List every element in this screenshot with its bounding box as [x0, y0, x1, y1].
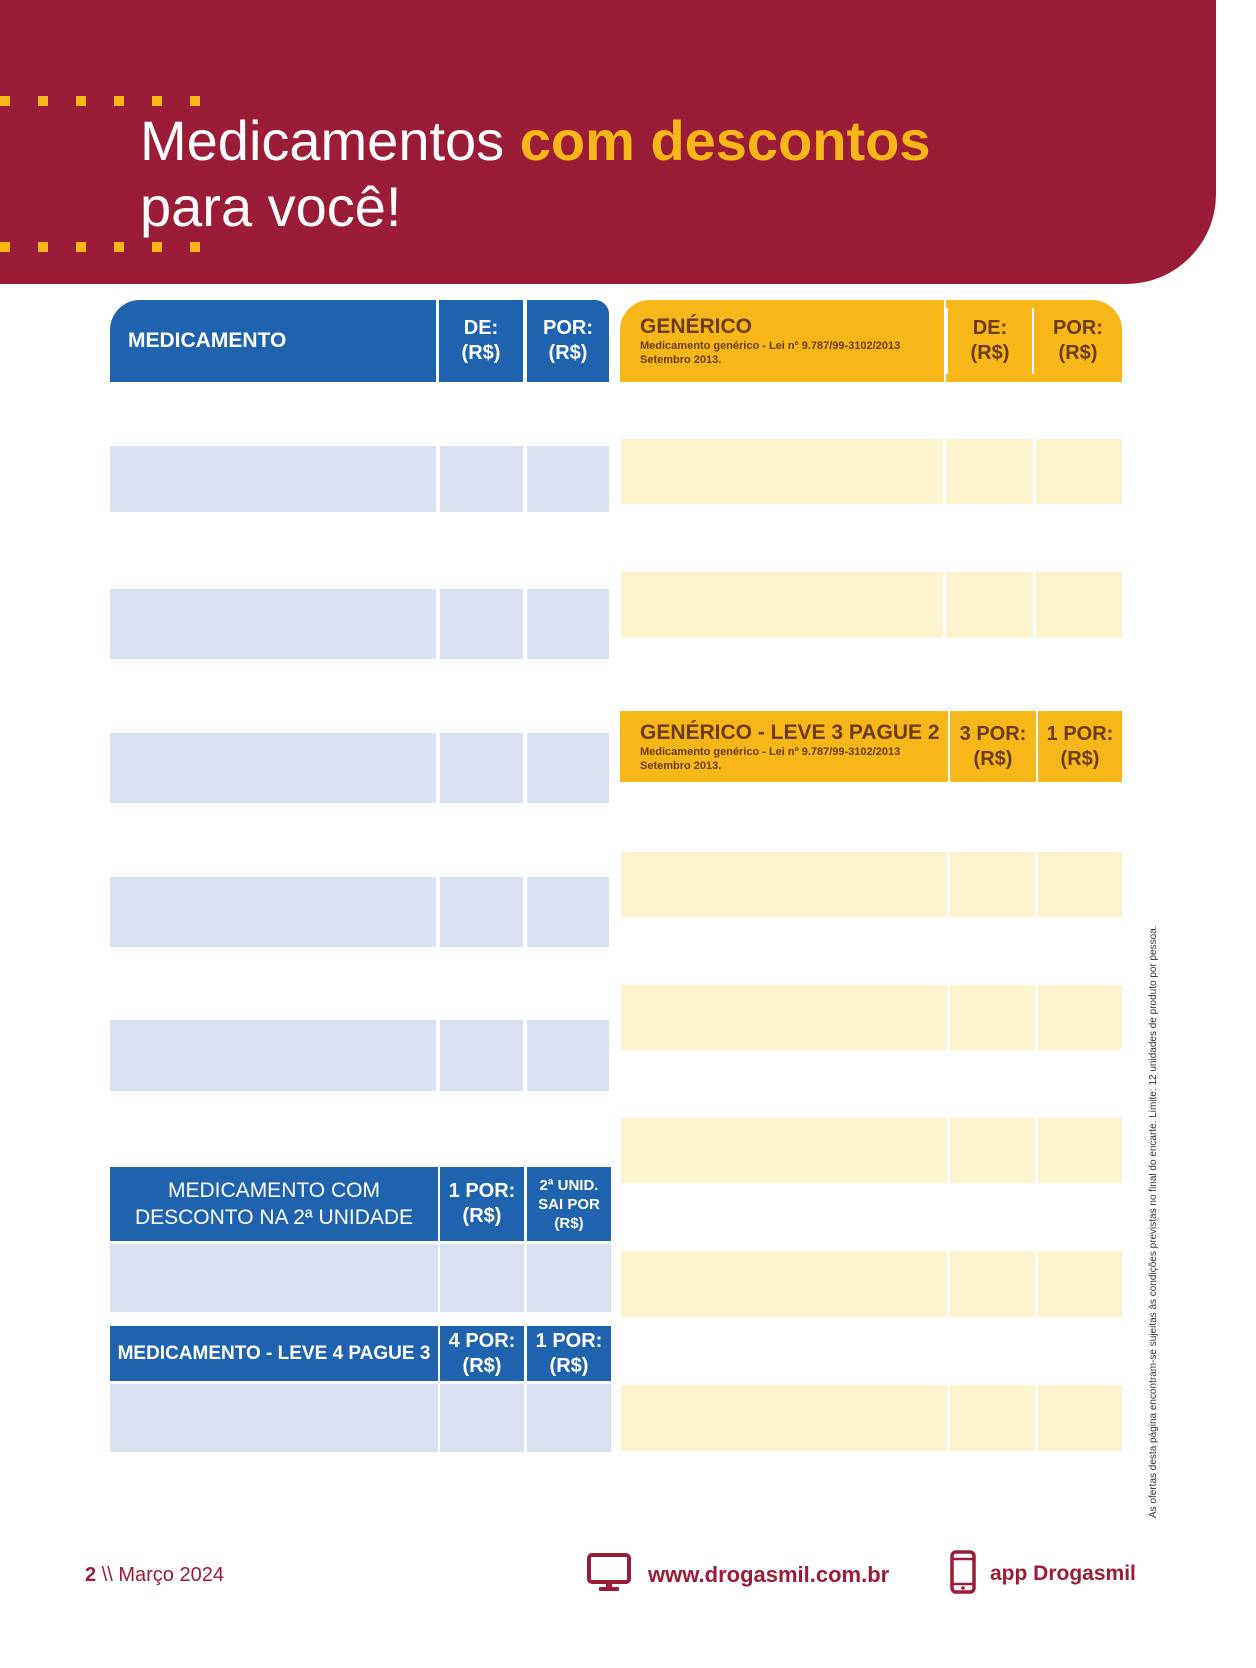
page-number: 2: [85, 1564, 97, 1586]
generico-title: GENÉRICO: [640, 315, 753, 338]
table-row-1por: [527, 1384, 611, 1452]
decorative-dots-top: [0, 96, 200, 106]
generico-1por-header: [1038, 711, 1122, 782]
footer-separator: \\: [96, 1564, 119, 1586]
table-row-3por: [950, 1385, 1035, 1451]
generico-3por-header: [950, 711, 1036, 782]
de-column-header: [439, 300, 523, 382]
table-row-2unid: [527, 1244, 611, 1312]
medicamento-header: [110, 300, 436, 382]
generico-subtitle-line1: Medicamento genérico - Lei nº 9.787/99-3102/2013: [640, 340, 901, 352]
smartphone-icon: [950, 1550, 976, 1594]
table-row-3por: [950, 985, 1035, 1050]
de-label: DE:: [463, 317, 499, 339]
table-row-por: [527, 1020, 609, 1091]
segunda-unidade-1por-header: [440, 1167, 524, 1241]
generico-1por-label: 1 POR:: [1046, 722, 1114, 745]
table-row-3por: [950, 1251, 1035, 1317]
table-row-name: [110, 733, 436, 803]
segunda-unidade-2unid-line1: 2ª UNID.: [539, 1176, 599, 1194]
leve4-4por-currency: (R$): [462, 1354, 502, 1377]
table-row-1por: [1038, 985, 1122, 1050]
segunda-unidade-2unid-line3: (R$): [554, 1214, 584, 1232]
header-banner: [0, 0, 1216, 284]
generico-leve3-subtitle-line2: Setembro 2013.: [640, 759, 722, 772]
segunda-unidade-2unid-line2: SAI POR: [538, 1195, 600, 1213]
segunda-unidade-2unid-header: [527, 1167, 611, 1241]
table-row-name: [110, 1384, 438, 1452]
table-row-name: [110, 877, 436, 947]
generico-leve3-subtitle-line1: Medicamento genérico - Lei nº 9.787/99-3102/2013: [640, 745, 901, 758]
table-row-de: [440, 877, 523, 947]
generico-de-label: DE:: [972, 317, 1008, 339]
table-row-por: [1036, 572, 1122, 638]
table-row-de: [946, 439, 1033, 504]
segunda-unidade-1por-label: 1 POR:: [448, 1180, 516, 1202]
generico-por-label: POR:: [1053, 317, 1103, 339]
table-row-name: [621, 852, 947, 917]
table-row-de: [946, 572, 1033, 638]
decorative-dots-bottom: [0, 242, 200, 252]
de-currency: (R$): [461, 342, 501, 364]
generico-header: [620, 300, 944, 382]
table-row-por: [527, 446, 609, 512]
leve4-title: MEDICAMENTO - LEVE 4 PAGUE 3: [117, 1342, 431, 1364]
generico-3por-label: 3 POR:: [959, 722, 1027, 745]
por-column-header: [527, 300, 609, 382]
offer-conditions-note: As ofertas desta página encontram-se sujeitas às condições previstas no final do encarte. Limite: 12 unidades de produto por pessoa.: [1148, 925, 1159, 1518]
table-row-por: [1036, 439, 1122, 504]
table-row-1por: [1038, 1118, 1122, 1183]
title-line2: para você!: [140, 175, 402, 238]
generico-1por-currency: (R$): [1060, 747, 1100, 770]
generico-de-currency: (R$): [970, 342, 1010, 364]
page-footer-date: [85, 1564, 224, 1587]
title-highlight: com descontos: [519, 109, 931, 172]
table-row-name: [621, 1118, 947, 1183]
page-title: [140, 108, 931, 240]
segunda-unidade-title-line2: DESCONTO NA 2ª UNIDADE: [134, 1206, 414, 1229]
table-row-por: [527, 589, 609, 659]
leve4-header: [110, 1326, 438, 1381]
generico-subtitle-line2: Setembro 2013.: [640, 354, 722, 366]
table-row-1por: [440, 1244, 524, 1312]
table-row-name: [110, 1244, 438, 1312]
website-link[interactable]: www.drogasmil.com.br: [648, 1562, 890, 1587]
por-label: POR:: [543, 317, 593, 339]
table-row-name: [621, 1385, 947, 1451]
table-row-de: [440, 589, 523, 659]
generico-de-header: [946, 300, 1034, 382]
generico-3por-currency: (R$): [973, 747, 1013, 770]
table-row-por: [527, 733, 609, 803]
table-row-de: [440, 733, 523, 803]
table-row-1por: [1038, 852, 1122, 917]
table-row-name: [621, 572, 943, 638]
table-row-3por: [950, 852, 1035, 917]
table-row-por: [527, 877, 609, 947]
app-link[interactable]: app Drogasmil: [990, 1562, 1136, 1585]
table-row-de: [440, 1020, 523, 1091]
generico-por-header: [1034, 300, 1122, 382]
generico-leve3-title: GENÉRICO - LEVE 3 PAGUE 2: [640, 720, 940, 744]
table-row-name: [621, 985, 947, 1050]
title-part1: Medicamentos: [140, 109, 520, 172]
footer-date: Março 2024: [118, 1564, 224, 1586]
table-row-name: [621, 439, 943, 504]
table-row-1por: [1038, 1251, 1122, 1317]
monitor-icon: [586, 1552, 632, 1592]
por-currency: (R$): [548, 342, 588, 364]
medicamento-header-label: MEDICAMENTO: [128, 329, 287, 352]
segunda-unidade-header: [110, 1167, 438, 1241]
table-row-name: [110, 589, 436, 659]
table-row-1por: [1038, 1385, 1122, 1451]
leve4-1por-currency: (R$): [549, 1354, 589, 1377]
table-row-4por: [440, 1384, 524, 1452]
leve4-4por-label: 4 POR:: [448, 1329, 516, 1352]
leve4-1por-label: 1 POR:: [535, 1329, 603, 1352]
table-row-name: [110, 446, 436, 512]
segunda-unidade-title-line1: MEDICAMENTO COM: [168, 1179, 380, 1202]
table-row-name: [110, 1020, 436, 1091]
leve4-4por-header: [440, 1326, 524, 1381]
segunda-unidade-1por-currency: (R$): [462, 1205, 502, 1227]
leve4-1por-header: [527, 1326, 611, 1381]
table-row-3por: [950, 1118, 1035, 1183]
generico-por-currency: (R$): [1058, 342, 1098, 364]
table-row-de: [440, 446, 523, 512]
table-row-name: [621, 1251, 947, 1317]
generico-leve3-header: [620, 711, 948, 782]
